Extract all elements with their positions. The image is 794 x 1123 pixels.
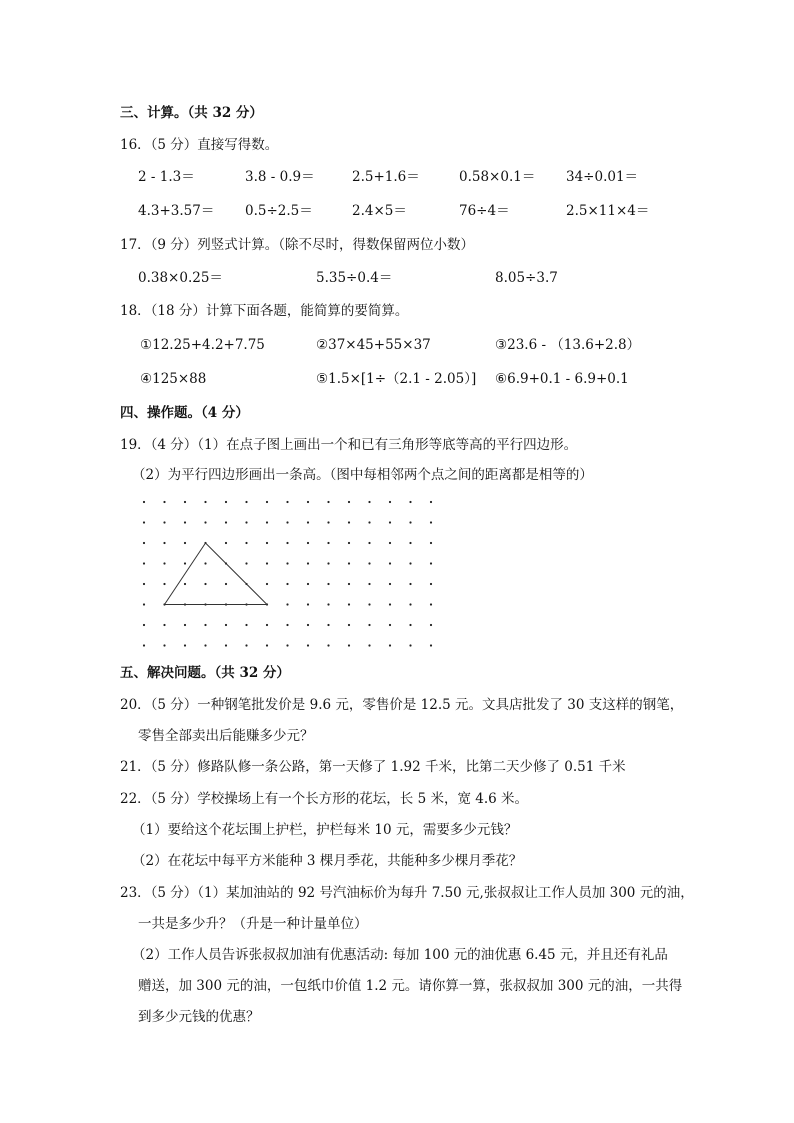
grid-dot xyxy=(368,501,370,503)
grid-dot xyxy=(307,583,309,585)
grid-dot xyxy=(430,603,432,605)
q17-item: 8.05÷3.7 xyxy=(495,270,558,286)
grid-dot xyxy=(430,644,432,646)
q23-line: 一共是多少升？（升是一种计量单位） xyxy=(138,916,368,932)
grid-dot xyxy=(266,521,268,523)
grid-dot xyxy=(245,542,247,544)
grid-dot xyxy=(204,501,206,503)
grid-dot xyxy=(204,644,206,646)
grid-dot xyxy=(348,521,350,523)
q23-line: 赠送，加 300 元的油，一包纸巾价值 1.2 元。请你算一算，张叔叔加 300 元的油，一共得 xyxy=(138,978,683,994)
grid-dot xyxy=(184,624,186,626)
q20-line: 零售全部卖出后能赚多少元？ xyxy=(138,728,314,744)
q21-line: 21．（5 分）修路队修一条公路，第一天修了 1.92 千米，比第二天少修了 0.51 千米 xyxy=(120,759,626,775)
grid-dot xyxy=(368,603,370,605)
grid-dot xyxy=(225,583,227,585)
grid-dot xyxy=(307,562,309,564)
grid-dot xyxy=(409,562,411,564)
q18-item: ⑤1.5×[1÷（2.1 - 2.05）] xyxy=(316,371,477,387)
grid-dot xyxy=(245,644,247,646)
grid-dot xyxy=(327,501,329,503)
grid-dot xyxy=(389,603,391,605)
grid-dot xyxy=(163,583,165,585)
grid-dot xyxy=(389,501,391,503)
grid-dot xyxy=(143,542,145,544)
q16-item: 2.5+1.6＝ xyxy=(352,169,420,185)
grid-dot xyxy=(225,624,227,626)
grid-dot xyxy=(389,521,391,523)
grid-dot xyxy=(266,624,268,626)
grid-dot xyxy=(143,521,145,523)
grid-dot xyxy=(184,501,186,503)
grid-dot xyxy=(163,644,165,646)
grid-dot xyxy=(409,644,411,646)
q16-item: 76÷4＝ xyxy=(459,203,510,219)
grid-dot xyxy=(368,521,370,523)
q18-item: ⑥6.9+0.1 - 6.9+0.1 xyxy=(495,371,629,387)
grid-dot xyxy=(430,501,432,503)
grid-dot xyxy=(143,624,145,626)
grid-dot xyxy=(143,562,145,564)
q18-item: ④125×88 xyxy=(140,371,207,387)
grid-dot xyxy=(409,521,411,523)
grid-dot xyxy=(307,501,309,503)
grid-dot xyxy=(286,562,288,564)
q16-item: 2.5×11×4＝ xyxy=(566,203,650,219)
q16-item: 4.3+3.57＝ xyxy=(138,203,215,219)
grid-dot xyxy=(430,521,432,523)
grid-dot xyxy=(163,542,165,544)
grid-dot xyxy=(225,644,227,646)
q18-stem: 18．（18 分）计算下面各题，能简算的要简算。 xyxy=(120,303,409,319)
grid-dot xyxy=(368,583,370,585)
grid-dot xyxy=(286,583,288,585)
grid-dot xyxy=(327,583,329,585)
grid-dot xyxy=(389,583,391,585)
grid-dot xyxy=(327,521,329,523)
grid-dot xyxy=(307,644,309,646)
q22-line: （2）在花坛中每平方米能种 3 棵月季花，共能种多少棵月季花？ xyxy=(132,853,523,869)
grid-dot xyxy=(266,562,268,564)
grid-dot xyxy=(184,542,186,544)
grid-dot xyxy=(348,583,350,585)
grid-dot xyxy=(327,542,329,544)
grid-dot xyxy=(430,562,432,564)
grid-dot xyxy=(266,583,268,585)
q18-item: ②37×45+55×37 xyxy=(316,337,431,353)
grid-dot xyxy=(430,624,432,626)
q16-item: 0.58×0.1＝ xyxy=(459,169,536,185)
grid-dot xyxy=(307,603,309,605)
grid-dot xyxy=(348,562,350,564)
q18-item: ③23.6 - （13.6+2.8） xyxy=(495,337,641,353)
q19-line: （2）为平行四边形画出一条高。（图中每相邻两个点之间的距离都是相等的） xyxy=(132,467,593,483)
grid-dot xyxy=(430,583,432,585)
grid-dot xyxy=(245,624,247,626)
grid-dot xyxy=(286,501,288,503)
grid-dot xyxy=(368,542,370,544)
grid-dot xyxy=(143,644,145,646)
grid-dot xyxy=(266,542,268,544)
grid-dot xyxy=(389,624,391,626)
grid-dot xyxy=(184,644,186,646)
grid-dot xyxy=(143,501,145,503)
grid-dot xyxy=(286,521,288,523)
q16-item: 2.4×5＝ xyxy=(352,203,407,219)
section-3-title: 三、计算。（共 32 分） xyxy=(120,105,263,121)
grid-dot xyxy=(286,624,288,626)
grid-dot xyxy=(430,542,432,544)
grid-dot xyxy=(348,542,350,544)
section-4-title: 四、操作题。（4 分） xyxy=(120,405,249,421)
dot-grid-figure xyxy=(138,490,458,650)
grid-dot xyxy=(327,562,329,564)
grid-dot xyxy=(184,521,186,523)
grid-dot xyxy=(327,624,329,626)
grid-dot xyxy=(204,624,206,626)
grid-dot xyxy=(389,542,391,544)
q19-line: 19．（4 分）（1）在点子图上画出一个和已有三角形等底等高的平行四边形。 xyxy=(120,437,578,453)
section-5-title: 五、解决问题。（共 32 分） xyxy=(120,665,290,681)
grid-dot xyxy=(348,644,350,646)
grid-dot xyxy=(225,521,227,523)
grid-dot xyxy=(225,501,227,503)
grid-dot xyxy=(245,562,247,564)
grid-dot xyxy=(389,562,391,564)
grid-dot xyxy=(143,583,145,585)
grid-dot xyxy=(368,644,370,646)
grid-dot xyxy=(204,583,206,585)
grid-dot xyxy=(245,521,247,523)
q23-line: 到多少元钱的优惠？ xyxy=(138,1009,260,1025)
grid-dot xyxy=(409,624,411,626)
grid-dot xyxy=(307,624,309,626)
q23-line: 23．（5 分）（1）某加油站的 92 号汽油标价为每升 7.50 元,张叔叔让工作人员加 300 元的油， xyxy=(120,885,694,901)
grid-dot xyxy=(409,603,411,605)
q23-line: （2）工作人员告诉张叔叔加油有优惠活动: 每加 100 元的油优惠 6.45 元，并且还有礼品 xyxy=(132,947,668,963)
q16-item: 34÷0.01＝ xyxy=(566,169,639,185)
grid-dot xyxy=(307,542,309,544)
grid-dot xyxy=(266,644,268,646)
grid-dot xyxy=(143,603,145,605)
q22-line: （1）要给这个花坛围上护栏，护栏每米 10 元，需要多少元钱？ xyxy=(132,822,518,838)
grid-dot xyxy=(348,624,350,626)
q16-stem: 16．（5 分）直接写得数。 xyxy=(120,137,279,153)
grid-dot xyxy=(348,501,350,503)
grid-dot xyxy=(368,562,370,564)
grid-dot xyxy=(389,644,391,646)
triangle xyxy=(165,543,268,605)
grid-dot xyxy=(286,603,288,605)
q18-item: ①12.25+4.2+7.75 xyxy=(140,337,265,353)
grid-dot xyxy=(163,521,165,523)
q17-item: 5.35÷0.4＝ xyxy=(316,270,393,286)
q16-item: 3.8 - 0.9＝ xyxy=(245,169,315,185)
grid-dot xyxy=(286,644,288,646)
grid-dot xyxy=(409,542,411,544)
grid-dot xyxy=(204,521,206,523)
grid-dot xyxy=(409,501,411,503)
grid-dot xyxy=(245,501,247,503)
grid-dot xyxy=(327,603,329,605)
grid-dot xyxy=(307,521,309,523)
grid-dot xyxy=(286,542,288,544)
grid-dot xyxy=(163,562,165,564)
grid-dot xyxy=(184,562,186,564)
grid-dot xyxy=(409,583,411,585)
grid-dot xyxy=(266,501,268,503)
grid-dot xyxy=(327,644,329,646)
grid-dot xyxy=(184,583,186,585)
grid-dot xyxy=(368,624,370,626)
grid-dot xyxy=(348,603,350,605)
grid-dot xyxy=(163,501,165,503)
q17-item: 0.38×0.25＝ xyxy=(138,270,223,286)
grid-dot xyxy=(163,624,165,626)
grid-dot xyxy=(225,542,227,544)
dot-grid xyxy=(143,501,432,647)
q20-line: 20．（5 分）一种钢笔批发价是 9.6 元，零售价是 12.5 元。文具店批发了 30 支这样的钢笔， xyxy=(120,697,684,713)
q22-line: 22．（5 分）学校操场上有一个长方形的花坛，长 5 米，宽 4.6 米。 xyxy=(120,791,529,807)
grid-dot xyxy=(204,562,206,564)
q17-stem: 17．（9 分）列竖式计算。（除不尽时，得数保留两位小数） xyxy=(120,237,475,253)
q16-item: 2 - 1.3＝ xyxy=(138,169,195,185)
q16-item: 0.5÷2.5＝ xyxy=(245,203,313,219)
